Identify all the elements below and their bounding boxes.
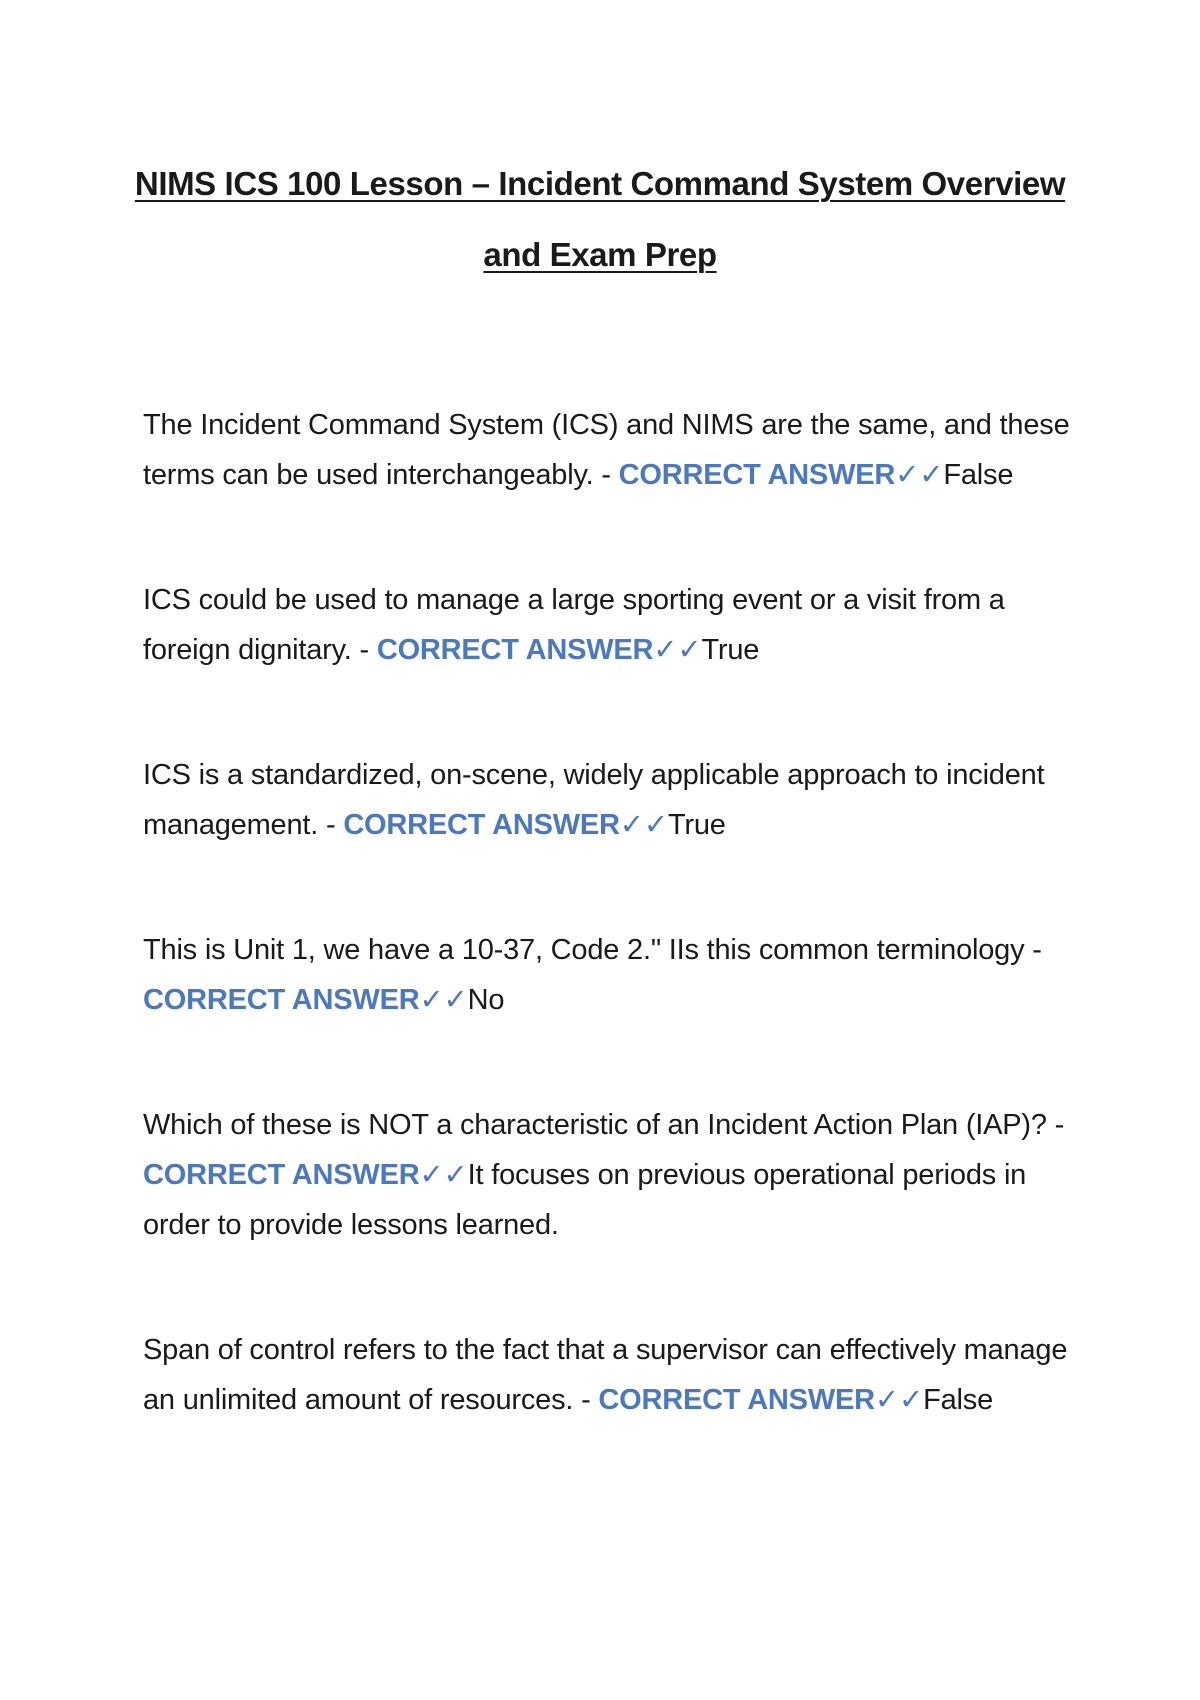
answer-text: False [923,1384,993,1416]
question-item-1 [143,400,1083,500]
correct-answer-label: CORRECT ANSWER [376,634,654,666]
answer-text: No [467,984,505,1016]
double-check-icon: ✓✓ [619,809,668,841]
answer-text: True [667,809,726,841]
double-check-icon: ✓✓ [653,634,702,666]
document-title [100,148,1100,290]
question-text: Which of these is NOT a characteristic of an Incident Action Plan (IAP)? - [143,1109,1065,1141]
question-item-2 [143,575,1083,675]
question-item-3 [143,750,1083,850]
question-text: The Incident Command System (ICS) and NIMS are the same, and these terms can be used interchangeably. - [143,409,1070,491]
double-check-icon: ✓✓ [874,1384,924,1416]
answer-text: True [701,634,760,666]
double-check-icon: ✓✓ [419,984,468,1016]
question-text: ICS could be used to manage a large sporting event or a visit from a foreign dignitary. - [143,584,1005,666]
double-check-icon: ✓✓ [419,1159,468,1191]
correct-answer-label: CORRECT ANSWER [143,984,420,1016]
correct-answer-label: CORRECT ANSWER [143,1159,420,1191]
question-text: ICS is a standardized, on-scene, widely applicable approach to incident management. - [143,759,1045,841]
title-line-1: NIMS ICS 100 Lesson – Incident Command System Overview [134,165,1066,202]
question-text: Span of control refers to the fact that a supervisor can effectively manage an unlimited amount of resources. - [143,1334,1068,1416]
correct-answer-label: CORRECT ANSWER [598,1384,875,1416]
question-item-4 [143,925,1083,1025]
answer-text: It focuses on previous operational periods in order to provide lessons learned. [143,1159,1027,1241]
correct-answer-label: CORRECT ANSWER [343,809,620,841]
correct-answer-label: CORRECT ANSWER [618,459,896,491]
answer-text: False [943,459,1014,491]
question-item-6 [143,1325,1083,1425]
question-text: This is Unit 1, we have a 10-37, Code 2." IIs this common terminology - [143,934,1042,966]
double-check-icon: ✓✓ [895,459,944,491]
title-line-2: and Exam Prep [483,236,717,273]
question-item-5 [143,1100,1083,1250]
